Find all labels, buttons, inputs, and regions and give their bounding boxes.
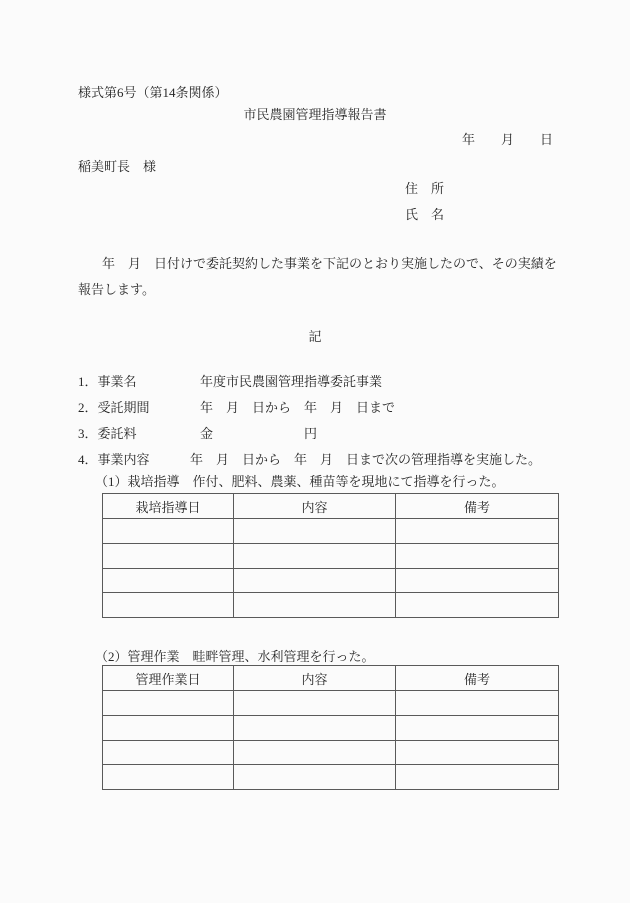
management-work-table bbox=[102, 665, 559, 790]
table-row bbox=[103, 543, 559, 568]
table-row bbox=[103, 593, 559, 618]
table-cell-empty bbox=[103, 519, 234, 544]
record-marker: 記 bbox=[308, 329, 322, 344]
col-header-content: 内容 bbox=[234, 494, 396, 519]
col-header-work-date: 管理作業日 bbox=[103, 666, 234, 691]
table-cell-empty bbox=[103, 543, 234, 568]
table-cell-empty bbox=[103, 691, 234, 716]
item-label: 2．受託期間 bbox=[78, 400, 150, 415]
date-blank-line: 年 月 日 bbox=[461, 132, 553, 147]
table-cell-empty bbox=[234, 568, 396, 593]
table-cell-empty bbox=[396, 593, 559, 618]
table-cell-empty bbox=[103, 593, 234, 618]
table-row bbox=[103, 568, 559, 593]
body-paragraph: 年 月 日付けで委託契約した事業を下記のとおり実施したので、その実績を報告します。 bbox=[78, 256, 557, 297]
table-cell-empty bbox=[396, 740, 559, 765]
table-cell-empty bbox=[103, 568, 234, 593]
table-cell-empty bbox=[234, 740, 396, 765]
item-row-contract-period bbox=[78, 401, 578, 427]
item-value: 年度市民農園管理指導委託事業 bbox=[200, 374, 383, 389]
item-label: 1．事業名 bbox=[78, 374, 137, 389]
col-header-guidance-date: 栽培指導日 bbox=[103, 494, 234, 519]
col-header-remarks: 備考 bbox=[396, 666, 559, 691]
form-number-label: 様式第6号（第14条関係） bbox=[78, 85, 228, 100]
table-cell-empty bbox=[234, 543, 396, 568]
item-value: 金 円 bbox=[200, 426, 318, 441]
table-row bbox=[103, 519, 559, 544]
table-row bbox=[103, 765, 559, 790]
sender-name-label: 氏 名 bbox=[405, 207, 445, 222]
table-cell-empty bbox=[396, 543, 559, 568]
table-header-row bbox=[103, 666, 559, 691]
table-header-row bbox=[103, 494, 559, 519]
table-row bbox=[103, 715, 559, 740]
section-1-caption: （1）栽培指導 作付、肥料、農薬、種苗等を現地にて指導を行った。 bbox=[95, 474, 505, 489]
item-value: 年 月 日から 年 月 日まで bbox=[200, 400, 396, 415]
business-items-list bbox=[78, 375, 578, 479]
table-row bbox=[103, 740, 559, 765]
table-cell-empty bbox=[103, 740, 234, 765]
table-cell-empty bbox=[103, 765, 234, 790]
section-2-caption: （2）管理作業 畦畔管理、水利管理を行った。 bbox=[95, 649, 375, 664]
table-cell-empty bbox=[396, 519, 559, 544]
table-cell-empty bbox=[234, 765, 396, 790]
item-row-contract-fee bbox=[78, 427, 578, 453]
table-cell-empty bbox=[396, 715, 559, 740]
item-row-project-name bbox=[78, 375, 578, 401]
item-label: 3．委託料 bbox=[78, 426, 137, 441]
cultivation-guidance-table bbox=[102, 493, 559, 618]
sender-address-label: 住 所 bbox=[405, 181, 445, 196]
table-cell-empty bbox=[396, 568, 559, 593]
table-row bbox=[103, 691, 559, 716]
item-value: 年 月 日から 年 月 日まで次の管理指導を実施した。 bbox=[190, 452, 542, 467]
table-cell-empty bbox=[234, 691, 396, 716]
table-cell-empty bbox=[234, 519, 396, 544]
col-header-content: 内容 bbox=[234, 666, 396, 691]
table-cell-empty bbox=[103, 715, 234, 740]
table-cell-empty bbox=[234, 715, 396, 740]
table-cell-empty bbox=[234, 593, 396, 618]
table-cell-empty bbox=[396, 765, 559, 790]
item-label: 4．事業内容 bbox=[78, 452, 150, 467]
table-cell-empty bbox=[396, 691, 559, 716]
col-header-remarks: 備考 bbox=[396, 494, 559, 519]
document-title: 市民農園管理指導報告書 bbox=[243, 107, 387, 122]
addressee-line: 稲美町長 様 bbox=[78, 159, 157, 174]
